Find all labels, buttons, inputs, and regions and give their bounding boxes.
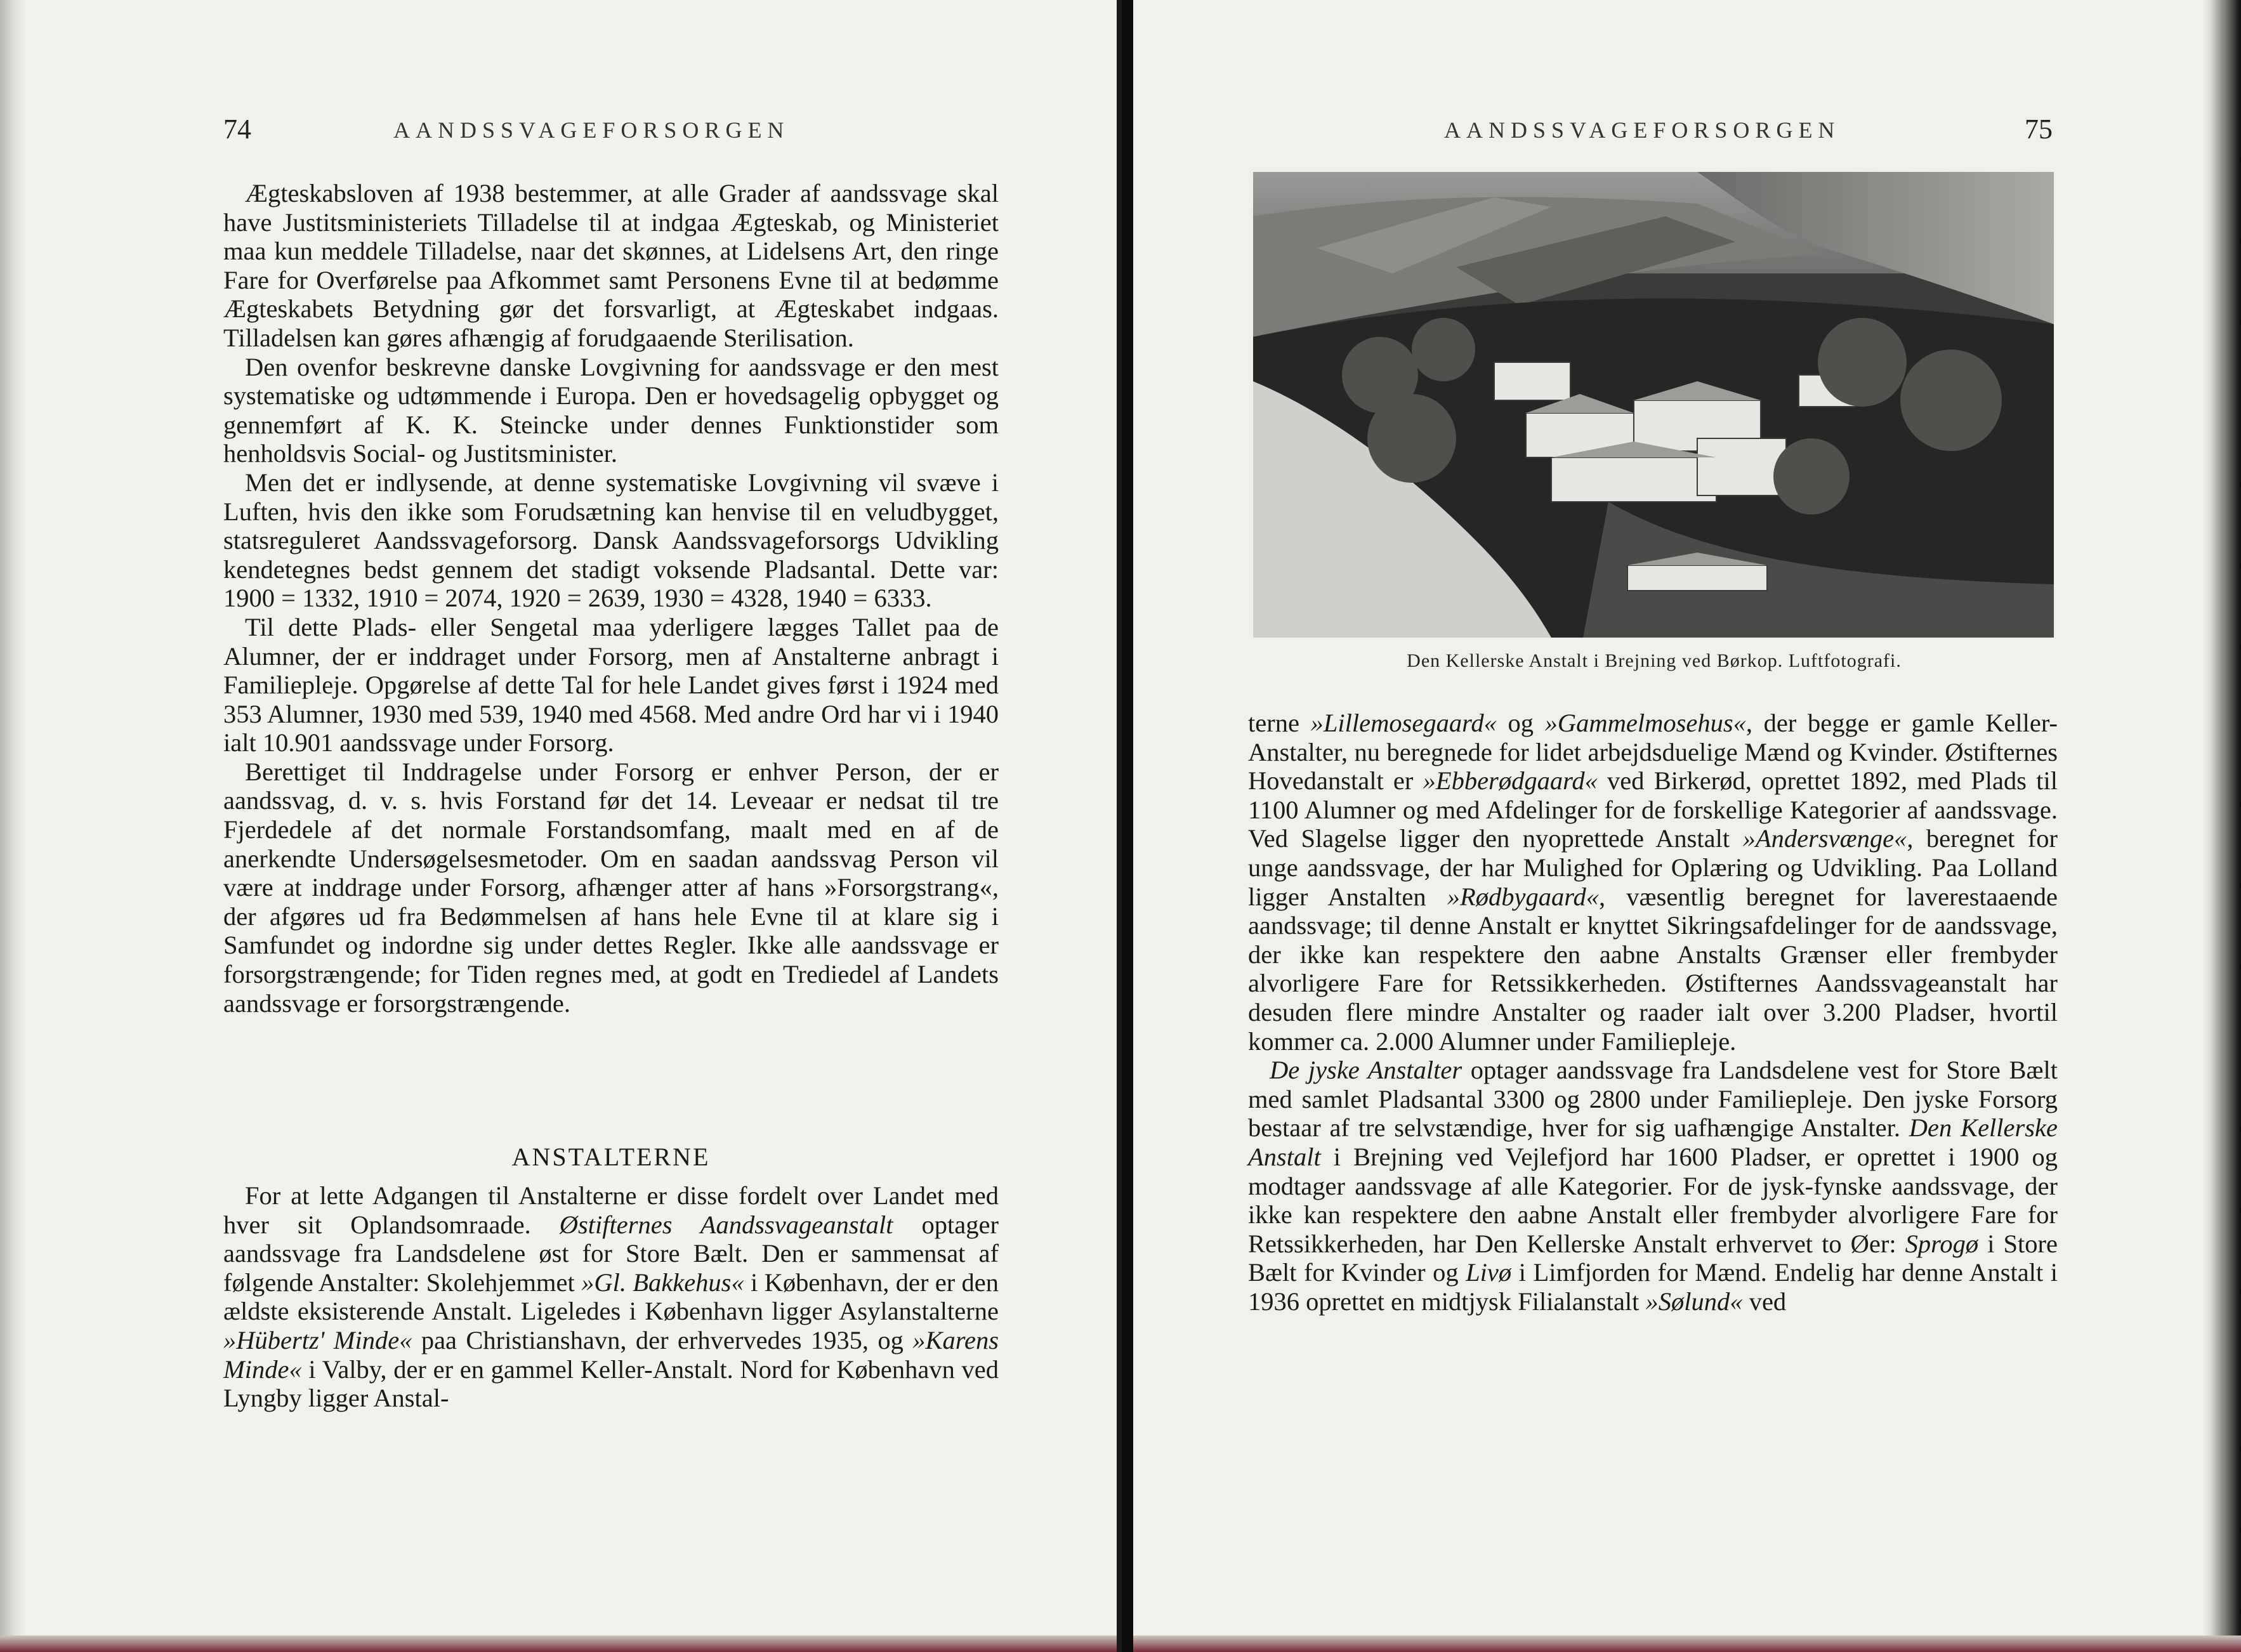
- institution-name: »Ebberødgaard«: [1423, 766, 1598, 796]
- paragraph: De jyske Anstalter optager aandssvage fra Landsdelene vest for Store Bælt med samlet Pladsantal 3300 og 2800 under Familiepleje. Den jyske Forsorg bestaar af tre selvstændige, hver for sig uafhængige Anstalter. Den Kellerske Anstalt i Brejning ved Vejlefjord har 1600 Pladser, er oprettet i 1900 og modtager aandssvage af alle Kategorier. For de jysk-fynske aandssvage, der ikke kan respektere den aabne Anstalt eller frembyder alvorligere Fare for Retssikkerheden, har Den Kellerske Anstalt erhvervet to Øer: Sprogø i Store Bælt for Kvinder og Livø i Limfjorden for Mænd. Endelig har denne Anstalt i 1936 oprettet en midtjysk Filialanstalt »Sølund« ved: [1248, 1056, 2058, 1316]
- paragraph: For at lette Adgangen til Anstalterne er disse fordelt over Landet med hver sit Oplandsomraade. Østifternes Aandssvageanstalt optager aandssvage fra Landsdelene øst for Store Bælt. Den er sammensat af følgende Anstalter: Skolehjemmet »Gl. Bakkehus« i København, der er den ældste eksisterende Anstalt. Ligeledes i København ligger Asylanstalterne »Hübertz' Minde« paa Christianshavn, der erhvervedes 1935, og »Karens Minde« i Valby, der er en gammel Keller-Anstalt. Nord for København ved Lyngby ligger Anstal-: [223, 1181, 999, 1413]
- section-text: [223, 1181, 999, 1413]
- institution-name: »Hübertz' Minde«: [223, 1325, 412, 1354]
- institution-name: Den Kellerske Anstalt: [1248, 1113, 2058, 1171]
- paragraph: Ægteskabsloven af 1938 bestemmer, at alle Grader af aandssvage skal have Justitsministeriets Tilladelse til at indgaa Ægteskab, og Ministeriet maa kun meddele Tilladelse, naar det skønnes, at Lidelsens Art, den ringe Fare for Overførelse paa Afkommet samt Personens Evne til at bedømme Ægteskabets Betydning gør det forsvarligt, at Ægteskabet indgaas. Tilladelsen kan gøres afhængig af forudgaaende Sterilisation.: [223, 179, 999, 352]
- aerial-photograph: [1253, 172, 2054, 638]
- page-number: 75: [2025, 114, 2053, 145]
- running-head: AANDSSVAGEFORSORGEN: [1444, 117, 1841, 143]
- paragraph: Til dette Plads- eller Sengetal maa yderligere lægges Tallet paa de Alumner, der er inddraget under Forsorg, men af Anstalterne anbragt i Familiepleje. Opgørelse af dette Tal for hele Landet gives først i 1924 med 353 Alumner, 1930 med 539, 1940 med 4568. Med andre Ord har vi i 1940 ialt 10.901 aandssvage under Forsorg.: [223, 612, 999, 757]
- institution-name: »Gammelmosehus«: [1544, 709, 1746, 737]
- institution-name: »Gl. Bakkehus«: [581, 1268, 744, 1297]
- right-page: [1133, 0, 2241, 1652]
- island-name: Sprogø: [1905, 1229, 1979, 1258]
- running-head: AANDSSVAGEFORSORGEN: [393, 117, 790, 143]
- institution-name: »Rødbygaard«: [1447, 882, 1600, 911]
- page-edge-shadow: [2203, 0, 2241, 1652]
- institution-name: Østifternes Aandssvageanstalt: [559, 1210, 893, 1239]
- institution-name: De jyske Anstalter: [1270, 1056, 1462, 1085]
- page-number: 74: [223, 114, 251, 145]
- page-bottom-edge: [1133, 1636, 2241, 1652]
- paragraph: Men det er indlysende, at denne systematiske Lovgivning vil svæve i Luften, hvis den ikke som Forudsætning kan henvise til en veludbygget, statsreguleret Aandssvageforsorg. Dansk Aandssvageforsorgs Udvikling kendetegnes bedst gennem det stadigt voksende Pladsantal. Dette var: 1900 = 1332, 1910 = 2074, 1920 = 2639, 1930 = 4328, 1940 = 6333.: [223, 468, 999, 613]
- institution-name: »Karens Minde«: [223, 1325, 999, 1384]
- section-heading: ANSTALTERNE: [511, 1143, 711, 1171]
- body-text: [1248, 709, 2058, 1316]
- paragraph: Berettiget til Inddragelse under Forsorg er enhver Person, der er aandssvag, d. v. s. hvis Forstand før det 14. Leveaar er nedsat til tre Fjerdedele af det normale Forstandsomfang, maalt med en af de anerkendte Undersøgelsesmetoder. Om en saadan aandssvag Person vil være at inddrage under Forsorg, afhænger atter af hans »Forsorgstrang«, der afgøres ud fra Bedømmelsen af hans hele Evne til at klare sig i Samfundet og indordne sig under dettes Regler. Ikke alle aandssvage er forsorgstrængende; for Tiden regnes med, at godt en Trediedel af Landets aandssvage er forsorgstrængende.: [223, 757, 999, 1018]
- institution-name: »Lillemosegaard«: [1310, 709, 1497, 737]
- paragraph: terne »Lillemosegaard« og »Gammelmosehus«, der begge er gamle Keller-Anstalter, nu beregnede for lidet arbejdsduelige Mænd og Kvinder. Østifternes Hovedanstalt er »Ebberødgaard« ved Birkerød, oprettet 1892, med Plads til 1100 Alumner og med Afdelinger for de forskellige Kategorier af aandssvage. Ved Slagelse ligger den nyoprettede Anstalt »Andersvænge«, beregnet for unge aandssvage, der har Mulighed for Oplæring og Udvikling. Paa Lolland ligger Anstalten »Rødbygaard«, væsentlig beregnet for laverestaaende aandssvage; til denne Anstalt er knyttet Sikringsafdelinger for de aandssvage, der ikke kan respektere den aabne Anstalts Grænser eller frembyder alvorligere Fare for Retssikkerheden. Østifternes Aandssvageanstalt har desuden flere mindre Anstalter og raader ialt over 3.200 Pladser, hvortil kommer ca. 2.000 Alumner under Familiepleje.: [1248, 709, 2058, 1056]
- island-name: Livø: [1466, 1258, 1512, 1287]
- page-edge-shadow: [0, 0, 27, 1652]
- page-bottom-edge: [0, 1636, 1117, 1652]
- aerial-photo-image: [1253, 172, 2054, 638]
- paragraph: Den ovenfor beskrevne danske Lovgivning for aandssvage er den mest systematiske og udtømmende i Europa. Den er hovedsagelig opbygget og gennemført af K. K. Steincke under dennes Funktionstider som henholdsvis Social- og Justitsminister.: [223, 352, 999, 468]
- institution-name: »Andersvænge«: [1742, 824, 1907, 853]
- institution-name: »Sølund«: [1645, 1287, 1743, 1316]
- body-text: [223, 179, 999, 1018]
- photo-caption: Den Kellerske Anstalt i Brejning ved Børkop. Luftfotografi.: [1407, 650, 1902, 671]
